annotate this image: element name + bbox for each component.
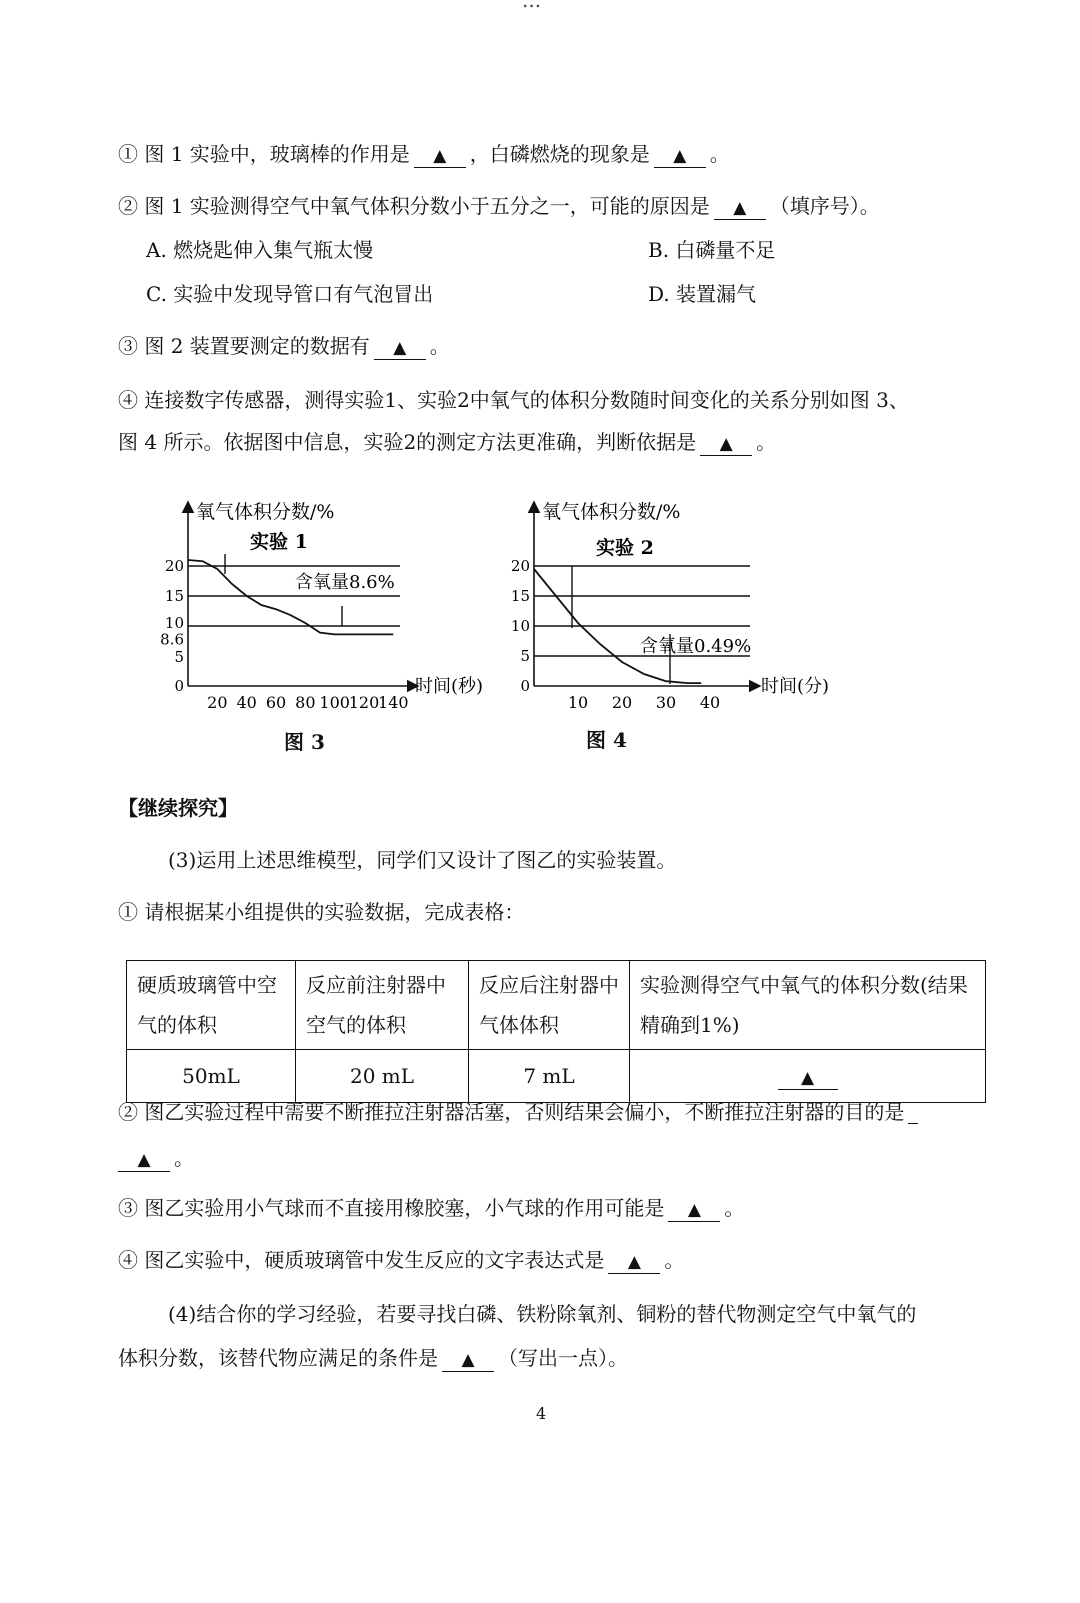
figure-4-caption: 图 4 bbox=[586, 728, 627, 752]
answer-blank[interactable]: ▲ bbox=[118, 1147, 170, 1172]
x-tick-label: 20 bbox=[207, 693, 228, 712]
figure-3-caption: 图 3 bbox=[284, 730, 325, 754]
x-tick-label: 120 bbox=[348, 693, 380, 712]
q3-item-3: ③ 图乙实验用小气球而不直接用橡胶塞，小气球的作用可能是 ▲ 。 bbox=[118, 1196, 745, 1220]
x-tick-label: 80 bbox=[295, 693, 316, 712]
q4-line1: (4)结合你的学习经验，若要寻找白磷、铁粉除氧剂、铜粉的替代物测定空气中氧气的 bbox=[168, 1302, 917, 1326]
table-header-row bbox=[127, 961, 986, 1050]
q3-item-2: ② 图乙实验过程中需要不断推拉注射器活塞，否则结果会偏小，不断推拉注射器的目的是 bbox=[118, 1098, 918, 1126]
x-tick-label: 40 bbox=[236, 693, 257, 712]
y-tick-label: 10 bbox=[510, 617, 530, 635]
x-tick-label: 20 bbox=[611, 693, 633, 712]
y-tick-label: 20 bbox=[510, 557, 530, 575]
table-header-cell: 反应前注射器中空气的体积 bbox=[296, 961, 469, 1050]
x-tick-label: 40 bbox=[699, 693, 721, 712]
section-title: 【继续探究】 bbox=[118, 796, 238, 820]
y-tick-label: 8.6 bbox=[160, 630, 184, 649]
q4-line2: 体积分数，该替代物应满足的条件是 ▲ （写出一点）。 bbox=[118, 1346, 628, 1370]
table-row bbox=[127, 1050, 986, 1103]
question-item-4-line2: 图 4 所示。依据图中信息，实验2的测定方法更准确，判断依据是 ▲ 。 bbox=[118, 430, 777, 454]
answer-blank[interactable]: ▲ bbox=[668, 1197, 720, 1222]
figure-3-chart bbox=[150, 488, 510, 718]
answer-blank[interactable]: ▲ bbox=[608, 1249, 660, 1274]
question-item-2: ② 图 1 实验测得空气中氧气体积分数小于五分之一，可能的原因是 ▲ （填序号）。 bbox=[118, 194, 880, 218]
y-tick-label: 15 bbox=[164, 587, 184, 605]
figure-4-chart bbox=[504, 488, 880, 718]
q3-item-2-cont: ▲ 。 bbox=[118, 1144, 194, 1172]
table-cell: 20 mL bbox=[296, 1050, 469, 1103]
x-tick-label: 10 bbox=[567, 693, 589, 712]
answer-blank[interactable]: ▲ bbox=[714, 195, 766, 220]
option-c: C. 实验中发现导管口有气泡冒出 bbox=[146, 282, 434, 306]
annotation: 含氧量8.6% bbox=[295, 572, 395, 593]
x-tick-label: 60 bbox=[265, 693, 287, 712]
y-axis-label: 氧气体积分数/% bbox=[196, 501, 335, 523]
table-header-cell: 实验测得空气中氧气的体积分数(结果精确到1%) bbox=[630, 961, 986, 1050]
answer-blank[interactable]: ▲ bbox=[442, 1347, 494, 1372]
y-axis-label: 氧气体积分数/% bbox=[542, 501, 681, 523]
q3-item-1: ① 请根据某小组提供的实验数据，完成表格： bbox=[118, 900, 525, 924]
annotation: 含氧量0.49% bbox=[640, 636, 752, 657]
table-header-cell: 反应后注射器中气体体积 bbox=[469, 961, 630, 1050]
x-tick-label: 100 bbox=[319, 693, 350, 712]
y-tick-label: 15 bbox=[510, 587, 530, 605]
header-fragment: ... bbox=[522, 0, 542, 12]
y-tick-label: 5 bbox=[174, 648, 184, 666]
y-tick-label: 20 bbox=[164, 557, 184, 575]
question-item-3: ③ 图 2 装置要测定的数据有 ▲ 。 bbox=[118, 334, 450, 358]
question-item-1: ① 图 1 实验中，玻璃棒的作用是 ▲ ，白磷燃烧的现象是 ▲ 。 bbox=[118, 142, 730, 166]
x-axis-label: 时间(秒) bbox=[415, 676, 484, 697]
q3-item-4: ④ 图乙实验中，硬质玻璃管中发生反应的文字表达式是 ▲ 。 bbox=[118, 1248, 685, 1272]
x-tick-label: 140 bbox=[378, 693, 409, 712]
answer-blank-start[interactable] bbox=[908, 1101, 918, 1124]
answer-blank[interactable]: ▲ bbox=[700, 431, 752, 456]
option-d: D. 装置漏气 bbox=[648, 282, 757, 306]
q3-intro: (3)运用上述思维模型，同学们又设计了图乙的实验装置。 bbox=[168, 848, 677, 872]
y-tick-label: 10 bbox=[164, 614, 184, 632]
data-table bbox=[126, 960, 986, 1103]
x-axis-label: 时间(分) bbox=[761, 676, 830, 697]
option-a: A. 燃烧匙伸入集气瓶太慢 bbox=[146, 238, 374, 262]
option-b: B. 白磷量不足 bbox=[648, 238, 776, 262]
y-tick-label: 0 bbox=[520, 677, 530, 695]
table-cell-answer[interactable]: ▲ bbox=[630, 1050, 986, 1103]
table-header-cell: 硬质玻璃管中空气的体积 bbox=[127, 961, 296, 1050]
table-cell: 7 mL bbox=[469, 1050, 630, 1103]
table-cell: 50mL bbox=[127, 1050, 296, 1103]
page-number: 4 bbox=[536, 1404, 547, 1423]
chart-title: 实验 1 bbox=[250, 531, 308, 553]
answer-blank[interactable]: ▲ bbox=[654, 143, 706, 168]
question-item-4-line1: ④ 连接数字传感器，测得实验1、实验2中氧气的体积分数随时间变化的关系分别如图 3、 bbox=[118, 388, 909, 412]
x-tick-label: 30 bbox=[655, 693, 677, 712]
y-tick-label: 5 bbox=[520, 647, 530, 665]
y-tick-label: 0 bbox=[174, 677, 184, 695]
answer-blank[interactable]: ▲ bbox=[414, 143, 466, 168]
answer-blank[interactable]: ▲ bbox=[374, 335, 426, 360]
chart-title: 实验 2 bbox=[596, 537, 654, 559]
